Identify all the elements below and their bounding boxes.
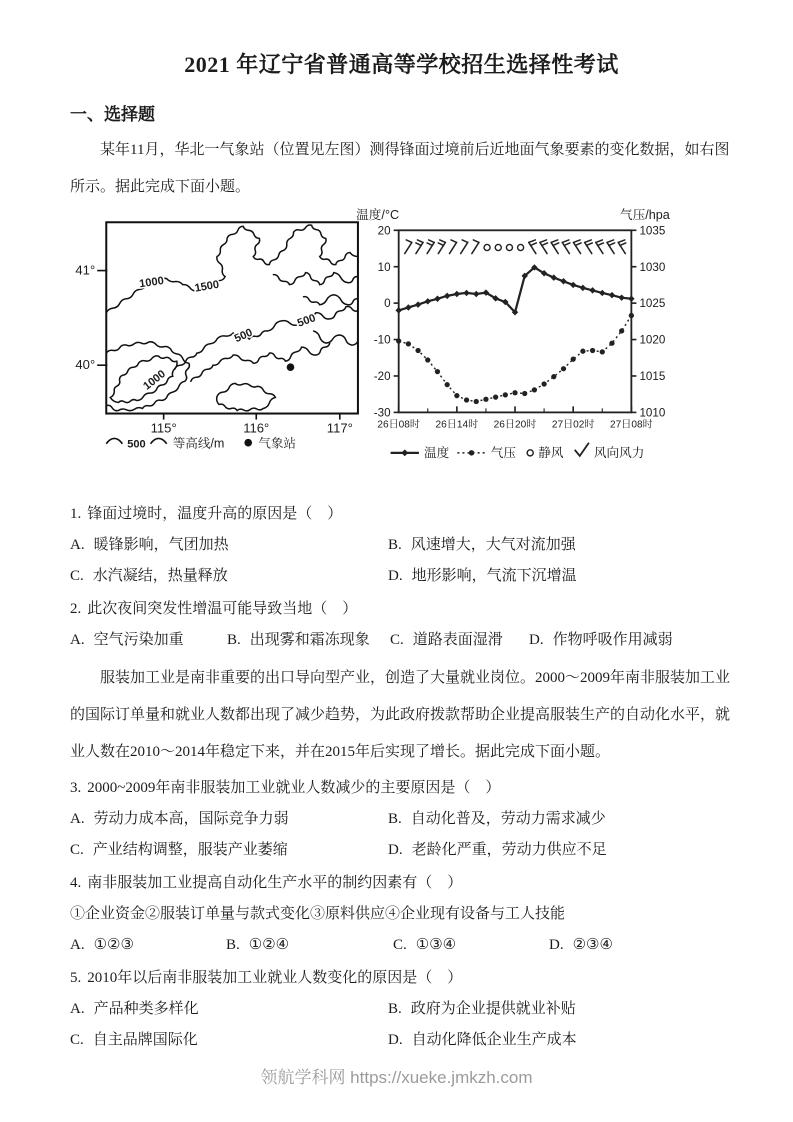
lon-label-116: 116° (243, 420, 270, 436)
question-number: 5. (70, 970, 82, 986)
svg-text:20: 20 (377, 224, 391, 238)
option-label: C. (70, 842, 84, 858)
legend-contour-wave-left (106, 438, 122, 443)
option-text: ①③④ (415, 937, 457, 953)
option-d (549, 930, 733, 961)
question-number: 1. (70, 506, 82, 522)
legend-contour-value: 500 (127, 438, 146, 451)
legend-pressure-label: 气压 (490, 445, 516, 460)
legend-wind-label: 风向风力 (593, 445, 645, 460)
option-label: D. (529, 632, 544, 648)
option-text: 作物呼吸作用减弱 (552, 632, 673, 648)
question-1 (70, 499, 733, 592)
question-stem (70, 963, 733, 994)
option-a (70, 804, 388, 835)
legend-windbarb-icon (575, 443, 589, 456)
option-text: 地形影响，气流下沉增温 (411, 568, 577, 584)
option-a (70, 625, 227, 656)
contour-map (66, 212, 368, 456)
contour-map-figure (66, 212, 368, 456)
option-text: 风速增大，大气对流加强 (410, 537, 576, 553)
option-d (388, 1025, 733, 1056)
option-text: 暖锋影响，气团加热 (93, 537, 229, 553)
question-text: 2000~2009年南非服装加工业就业人数减少的主要原因是（ ） (87, 780, 501, 796)
question-number: 4. (70, 875, 82, 891)
option-text: 出现雾和霜冻现象 (249, 632, 370, 648)
option-text: ①②③ (93, 937, 134, 953)
option-text: 自动化普及，劳动力需求减少 (410, 811, 606, 827)
svg-text:27日02时: 27日02时 (551, 419, 595, 431)
left-axis-label: 温度/°C (356, 208, 400, 223)
svg-text:0: 0 (384, 297, 391, 311)
option-b (226, 930, 393, 961)
svg-text:-10: -10 (373, 333, 391, 347)
lon-label-117: 117° (326, 420, 353, 436)
option-label: B. (388, 537, 402, 553)
svg-text:1030: 1030 (639, 260, 666, 274)
option-text: 老龄化严重，劳动力供应不足 (411, 842, 607, 858)
option-a (70, 930, 226, 961)
option-text: ①②④ (248, 937, 290, 953)
legend-contour-wave-right (151, 438, 167, 443)
option-label: B. (388, 1001, 402, 1017)
svg-text:1025: 1025 (639, 297, 666, 311)
option-text: 自动化降低企业生产成本 (411, 1032, 577, 1048)
option-label: D. (388, 842, 403, 858)
question-text: 南非服装加工业提高自动化生产水平的制约因素有（ ） (87, 875, 463, 891)
svg-text:1020: 1020 (639, 333, 666, 347)
legend-station-label: 气象站 (258, 436, 297, 451)
option-b (227, 625, 390, 656)
option-label: B. (388, 811, 402, 827)
footer-watermark: 领航学科网 https://xueke.jmkzh.com (260, 1068, 533, 1087)
option-d (388, 835, 733, 866)
svg-text:-30: -30 (373, 406, 391, 420)
option-d (529, 625, 733, 656)
intro-paragraph-2: 服装加工业是南非重要的出口导向型产业，创造了大量就业岗位。2000～2009年南非服装加工业的国际订单量和就业人数都出现了减少趋势，为此政府拨款帮助企业提高服装生产的自动化水平，就业人数在2010～2014年稳定下来，并在2015年后实现了增长。据此完成下面小题。 (70, 670, 731, 760)
question-5 (70, 963, 733, 1056)
weather-chart (352, 204, 674, 465)
svg-text:26日20时: 26日20时 (493, 419, 537, 431)
option-b (388, 994, 733, 1025)
contour-label-1000-top: 1000 (138, 275, 165, 291)
figure-row (70, 208, 733, 465)
svg-text:26日08时: 26日08时 (377, 419, 421, 431)
option-text: 道路表面湿滑 (412, 632, 503, 648)
option-label: C. (393, 937, 407, 953)
option-label: A. (70, 811, 85, 827)
contour-label-500-right: 500 (295, 312, 318, 330)
option-text: 水汽凝结，热量释放 (92, 568, 228, 584)
intro-paragraph-1: 某年11月，华北一气象站（位置见左图）测得锋面过境前后近地面气象要素的变化数据，如右图所示。据此完成下面小题。 (70, 142, 730, 195)
question-stem (70, 594, 733, 625)
option-c (70, 1025, 388, 1056)
svg-text:1010: 1010 (639, 406, 666, 420)
question-text: 此次夜间突发性增温可能导致当地（ ） (87, 601, 358, 617)
svg-text:10: 10 (377, 260, 391, 274)
option-label: C. (70, 1032, 84, 1048)
legend-temp-label: 温度 (423, 445, 450, 460)
svg-text:26日14时: 26日14时 (435, 419, 479, 431)
lat-label-40: 40° (75, 357, 96, 373)
page-title: 2021 年辽宁省普通高等学校招生选择性考试 (184, 52, 619, 77)
question-4 (70, 868, 733, 961)
option-text: 政府为企业提供就业补贴 (410, 1001, 576, 1017)
option-text: 空气污染加重 (93, 632, 184, 648)
weather-chart-figure (352, 204, 674, 465)
question-stem (70, 499, 733, 530)
legend-station-dot (244, 439, 252, 447)
option-label: A. (70, 937, 85, 953)
option-label: B. (226, 937, 240, 953)
question-number: 2. (70, 601, 82, 617)
option-c (393, 930, 549, 961)
svg-text:1015: 1015 (639, 370, 666, 384)
svg-text:-20: -20 (373, 370, 391, 384)
option-text: 劳动力成本高，国际竞争力弱 (93, 811, 289, 827)
weather-station-dot (287, 363, 295, 371)
lat-label-41: 41° (75, 262, 96, 278)
question-number: 3. (70, 780, 82, 796)
option-c (390, 625, 529, 656)
option-b (388, 530, 733, 561)
option-d (388, 561, 733, 592)
chart-plot (374, 224, 666, 430)
question-stem (70, 773, 733, 804)
lon-label-115: 115° (150, 420, 177, 436)
option-text: 产业结构调整，服装产业萎缩 (92, 842, 288, 858)
svg-text:1035: 1035 (639, 224, 666, 238)
option-label: C. (390, 632, 404, 648)
legend-calm-label: 静风 (538, 445, 564, 460)
option-a (70, 994, 388, 1025)
question-text: 锋面过境时，温度升高的原因是（ ） (87, 506, 343, 522)
option-label: B. (227, 632, 241, 648)
option-label: C. (70, 568, 84, 584)
contour-label-1000-bottom: 1000 (141, 368, 168, 393)
right-axis-label: 气压/hpa (619, 208, 670, 223)
option-text: 自主品牌国际化 (92, 1032, 198, 1048)
option-b (388, 804, 733, 835)
svg-text:27日08时: 27日08时 (610, 419, 653, 431)
contour-label-1500: 1500 (193, 278, 221, 295)
section-heading: 一、选择题 (70, 105, 155, 124)
legend-contour-label: 等高线/m (172, 436, 225, 451)
question-stem (70, 868, 733, 899)
option-label: A. (70, 632, 85, 648)
option-c (70, 835, 388, 866)
option-label: A. (70, 1001, 85, 1017)
legend-pressure-marker (469, 450, 474, 455)
question-sub-items: ①企业资金②服装订单量与款式变化③原料供应④企业现有设备与工人技能 (70, 906, 566, 922)
option-label: D. (549, 937, 564, 953)
chart-legend (391, 443, 645, 460)
option-text: ②③④ (572, 937, 613, 953)
option-label: A. (70, 537, 85, 553)
option-label: D. (388, 1032, 403, 1048)
option-a (70, 530, 388, 561)
option-label: D. (388, 568, 403, 584)
question-3 (70, 773, 733, 866)
option-text: 产品种类多样化 (93, 1001, 199, 1017)
contour-label-500-center: 500 (232, 326, 255, 346)
question-text: 2010年以后南非服装加工业就业人数变化的原因是（ ） (87, 970, 463, 986)
legend-temp-marker (401, 449, 408, 456)
legend-calm-icon (527, 450, 533, 456)
option-c (70, 561, 388, 592)
question-2 (70, 594, 733, 656)
